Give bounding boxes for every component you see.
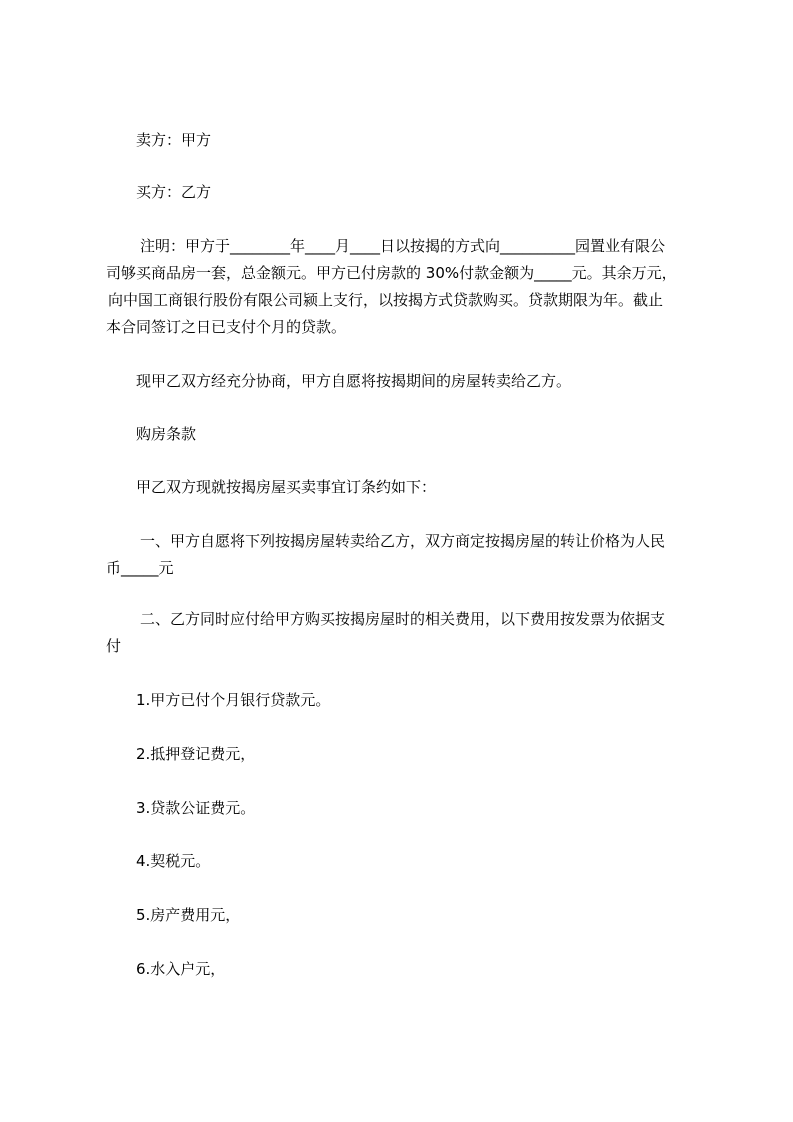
agreement-paragraph: 现甲乙双方经充分协商，甲方自愿将按揭期间的房屋转卖给乙方。 xyxy=(136,372,572,390)
fee-item: 4.契税元。 xyxy=(136,852,211,870)
note-line-1: 注明：甲方于________年____月____日以按揭的方式向__________园置业有限公 xyxy=(140,237,666,255)
buyer-line: 买方：乙方 xyxy=(136,183,212,201)
section-heading: 购房条款 xyxy=(136,425,197,443)
fee-item: 1.甲方已付个月银行贷款元。 xyxy=(136,691,331,709)
fee-item: 5.房产费用元， xyxy=(136,906,241,924)
fee-item: 2.抵押登记费元， xyxy=(136,745,256,763)
article-1-line-1: 一、甲方自愿将下列按揭房屋转卖给乙方，双方商定按揭房屋的转让价格为人民 xyxy=(140,532,666,550)
note-line-4: 本合同签订之日已支付个月的贷款。 xyxy=(106,318,347,336)
fee-item: 6.水入户元， xyxy=(136,960,226,978)
note-paragraph xyxy=(106,233,712,341)
intro-paragraph: 甲乙双方现就按揭房屋买卖事宜订条约如下： xyxy=(136,478,437,496)
article-1 xyxy=(106,528,712,582)
article-2 xyxy=(106,606,712,660)
article-2-line-1: 二、乙方同时应付给甲方购买按揭房屋时的相关费用，以下费用按发票为依据支 xyxy=(140,610,666,628)
note-line-2: 司够买商品房一套，总金额元。甲方已付房款的 30%付款金额为_____元。其余万元， xyxy=(106,264,677,282)
note-line-3: 向中国工商银行股份有限公司颍上支行，以按揭方式贷款购买。贷款期限为年。截止 xyxy=(108,291,664,309)
fee-item: 3.贷款公证费元。 xyxy=(136,799,256,817)
article-2-line-2: 付 xyxy=(106,637,122,655)
seller-line: 卖方：甲方 xyxy=(136,131,212,149)
article-1-line-2: 币_____元 xyxy=(106,559,174,577)
